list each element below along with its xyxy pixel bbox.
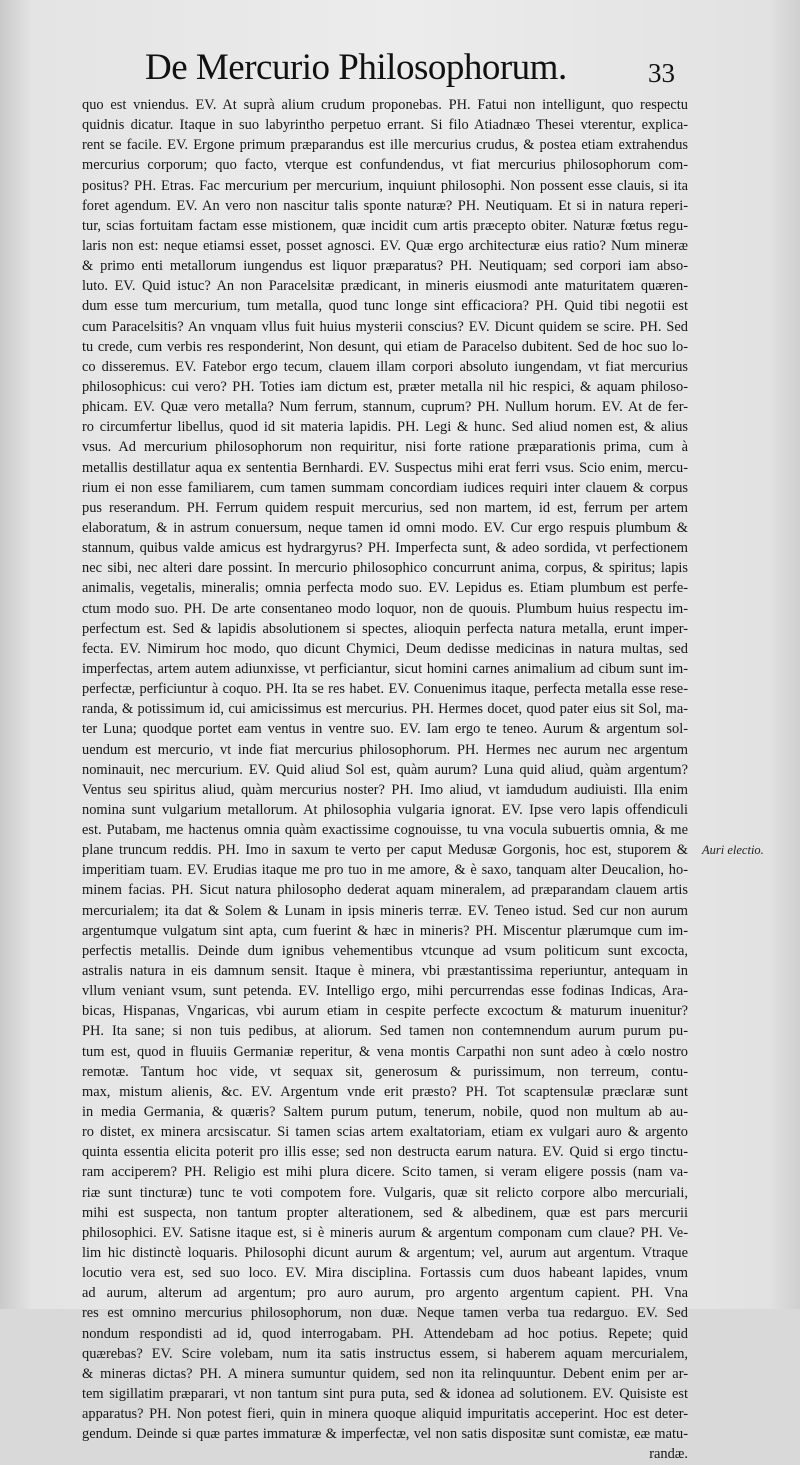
text-line: positus? PH. Etras. Fac mercurium per mercurium, inquiunt philosophi. Non possent esse clauis, si ita bbox=[82, 177, 688, 194]
running-head bbox=[0, 46, 800, 98]
text-line: & primo enti metallorum iungendus est liquor præparatus? PH. Neutiquam; sed corpori iam abso- bbox=[82, 258, 688, 275]
text-line: dum esse tum mercurium, tum metalla, quod tunc longe sint efficaciora? PH. Quid tibi negotii est bbox=[82, 298, 688, 315]
text-line: lim hic distinctè loquaris. Philosophi dicunt aurum & argentum; vel, aurum aut argentum. Vtraque bbox=[82, 1245, 688, 1262]
text-line: ctum modo suo. PH. De arte consentaneo modo loquor, non de quouis. Plumbum huius respectu im- bbox=[82, 600, 688, 617]
text-line: in media Germania, & quæris? Saltem purum putum, tenerum, nobile, quod non multum ab au- bbox=[82, 1104, 688, 1121]
text-line: tem sigillatim præparari, vt non tantum sint pura puta, sed & idonea ad solutionem. EV. Quisiste est bbox=[82, 1386, 688, 1402]
text-line: imperitiam tuam. EV. Erudias itaque me pro tuo in me amore, & è saxo, tanquam alter Deucalion, ho- bbox=[82, 862, 688, 879]
text-line: cum Paracelsitis? An vnquam vllus fuit huius mysterii conscius? EV. Dicunt quidem se scire. PH. Sed bbox=[82, 318, 688, 335]
text-line: nondum respondisti ad id, quod interrogabam. PH. Attendebam ad hoc potius. Repete; quid bbox=[82, 1325, 688, 1342]
text-line: tur, scias fortuitam factam esse mistionem, quæ incidit cum artis præcepto obiter. Naturæ fœtus regu- bbox=[82, 217, 688, 234]
text-line: mercurialem; ita dat & Solem & Lunam in ipsis mineris terræ. EV. Teneo istud. Sed cur non aurum bbox=[82, 902, 688, 919]
text-line: elaboratum, & in astrum conuersum, neque tamen id omni modo. EV. Cur ergo respuis plumbum & bbox=[82, 519, 688, 536]
text-line: fecta. EV. Nimirum hoc modo, quo dicunt Chymici, Deum dedisse medicinas in natura multas, sed bbox=[82, 640, 688, 657]
text-line: argentumque vulgatum sint apta, cum fuerint & hæc in mineris? PH. Miscentur plærumque cum im- bbox=[82, 922, 688, 939]
text-line: metallis destillatur aqua ex sententia Bernhardi. EV. Suspectus mihi erat ferri vsus. Scio enim, mercu- bbox=[82, 459, 688, 476]
text-line: perfectis metallis. Deinde dum ignibus vehementibus vtcunque ad vsum politicum sunt excocta, bbox=[82, 942, 688, 959]
text-line: locutio vera est, sed suo loco. EV. Mira disciplina. Fortassis cum duos habeant lapides, vnum bbox=[82, 1265, 688, 1282]
text-line: rium ei non esse familiarem, cum tamen summam concordiam iudices requiri inter clauem & corpus bbox=[82, 479, 688, 496]
text-line: ro distet, ex minera arcsiscatur. Si tamen scias artem exaltatoriam, etiam ex vulgari auro & argento bbox=[82, 1124, 688, 1141]
text-line: randa, & potissimum id, cui amicissimus est mercurius. PH. Hermes docet, quod pater eius sit Sol, ma- bbox=[82, 701, 688, 718]
text-line: quinta essentia elicita poterit pro illis esse; sed non destructa earum natura. EV. Quid si ergo tinctu- bbox=[82, 1144, 688, 1161]
text-line: tu crede, cum verbis res responderint, Non desunt, qui etiam de Paracelso dubitent. Sed de hoc suo lo- bbox=[82, 338, 688, 355]
text-line: Ventus seu spiritus aliud, quàm mercurius noster? PH. Imo aliud, vt iamdudum audiuisti. Illa enim bbox=[82, 781, 688, 798]
text-line: imperfectas, artem autem adiunxisse, vt perficiantur, sicut homini carnes animalium ad cibum sunt im- bbox=[82, 660, 688, 677]
page-number: 33 bbox=[648, 58, 675, 88]
text-line: stannum, quibus valde amicus est hydrargyrus? PH. Imperfecta sunt, & adeo sordida, vt perfectionem bbox=[82, 540, 688, 557]
text-line: quidnis dicatur. Itaque in suo labyrintho perpetuo errant. Si filo Atiadnæo Thesei vterentur, explica- bbox=[82, 117, 688, 134]
text-line: perfectæ, perficiuntur à coquo. PH. Ita se res habet. EV. Conuenimus itaque, perfecta metalla esse rese- bbox=[82, 681, 688, 698]
text-line: ram acciperem? PH. Religio est mihi plura dicere. Scito tamen, si veram eligere possis (nam va- bbox=[82, 1164, 688, 1181]
text-line: & mineras dictas? PH. A minera sumuntur quidem, sed non ita relinquuntur. Debent enim per ar- bbox=[82, 1365, 688, 1382]
text-line: randæ. bbox=[649, 1446, 688, 1463]
body-text bbox=[82, 95, 688, 1465]
text-line: philosophici. EV. Satisne itaque est, si è mineris aurum & argentum componam cum claue? PH. Ve- bbox=[82, 1224, 688, 1241]
text-line: animalis, vegetalis, mineralis; omnia perfecta modo suo. EV. Lepidus es. Etiam plumbum est perfe- bbox=[82, 580, 688, 597]
text-line: mercurius corporum; quo facto, vterque est confundendus, vt fiat mercurius philosophorum com- bbox=[82, 157, 688, 174]
text-line: pus reserandum. PH. Ferrum quidem respuit mercurius, sed non martem, id est, ferrum per artem bbox=[82, 499, 688, 516]
text-line: plane truncum reddis. PH. Imo in saxum te verto per caput Medusæ Gorgonis, hoc est, stuporem & bbox=[82, 842, 688, 859]
text-line: tum est, quod in fluuiis Germaniæ reperitur, & vena montis Carpathi non sunt adeo à cœlo nostro bbox=[82, 1043, 688, 1060]
text-line: vllum veniant vsum, sunt petenda. EV. Intelligo ergo, mihi percurrendas esse fodinas Indicas, Ara- bbox=[82, 983, 688, 1000]
text-line: ro circumfertur libellus, quod id sit materia lapidis. PH. Legi & hunc. Sed aliud nomen est, & alius bbox=[82, 419, 688, 436]
marginal-note: Auri electio. bbox=[702, 843, 764, 857]
text-line: nec sibi, nec alteri dare possint. In mercurio philosophico concurrunt anima, corpus, & spiritus; lapis bbox=[82, 560, 688, 577]
text-line: foret agendum. EV. An vero non nascitur talis sponte naturæ? PH. Neutiquam. Et si in natura reperi- bbox=[82, 197, 688, 214]
text-line: minem facias. PH. Sicut natura philosopho dederat aquam mineralem, ad præparandam clauem artis bbox=[82, 882, 688, 899]
text-line: nomina sunt vulgarium metallorum. At philosophia vulgaria ignorat. EV. Ipse vero lapis offendiculi bbox=[82, 801, 688, 818]
text-line: apparatus? PH. Non potest fieri, quin in minera quoque aliquid impuritatis acceperint. Hoc est deter- bbox=[82, 1406, 688, 1423]
text-line: max, mistum alienis, &c. EV. Argentum vnde erit præsto? PH. Tot scaptensulæ præclaræ sunt bbox=[82, 1083, 688, 1100]
text-line: perfectum est. Sed & lapidis absolutionem si spectes, alioquin perfecta natura metalla, erunt imper- bbox=[82, 620, 688, 637]
text-line: co disseremus. EV. Fatebor ergo tecum, clauem illam corpori absoluto iungendam, vt fiat mercurius bbox=[82, 358, 688, 375]
text-line: PH. Ita sane; si non tuis pedibus, at aliorum. Sed tamen non contemnendum aurum purum pu- bbox=[82, 1023, 688, 1040]
text-line: remotæ. Tantum hoc vide, vt sequax sit, generosum & purissimum, non terreum, contu- bbox=[82, 1063, 688, 1080]
text-line: nominauit, nec mercurium. EV. Quid aliud Sol est, quàm aurum? Luna quid aliud, quàm argentum? bbox=[82, 761, 688, 778]
text-line: ter Luna; quodque portet eam ventus in ventre suo. EV. Iam ergo te teneo. Aurum & argentum sol- bbox=[82, 721, 688, 738]
text-line: gendum. Deinde si quæ partes immaturæ & imperfectæ, vel non satis dispositæ sunt comistæ, eæ matu- bbox=[82, 1426, 688, 1443]
text-line: mihi est suspecta, non tantum propter alterationem, sed & albedinem, quæ est pars mercurii bbox=[82, 1204, 688, 1221]
text-line: astralis natura in eis damnum sensit. Itaque è minera, vbi præstantissima reperiuntur, antequam in bbox=[82, 963, 688, 980]
text-line: laris non est: neque etiamsi esset, posset agnosci. EV. Quæ ergo architecturæ eius ratio? Num mineræ bbox=[82, 237, 688, 254]
text-line: philosophicus: cui vero? PH. Toties iam dictum est, præter metalla nil hic respici, & aquam philoso- bbox=[82, 378, 688, 395]
text-line: res est omnino mercurius philosophorum, non duæ. Neque tamen verba tua redarguo. EV. Sed bbox=[82, 1305, 688, 1322]
text-line: vsus. Ad mercurium philosophorum non requiritur, nisi forte ratione præparationis prima, cum à bbox=[82, 439, 688, 456]
text-line: rent se facile. EV. Ergone primum præparandus est ille mercurius crudus, & postea etiam extrahendus bbox=[82, 137, 688, 154]
text-line: uendum est mercurio, vt inde fiat mercurius philosophorum. PH. Hermes nec aurum nec argentum bbox=[82, 741, 688, 758]
text-line: bicas, Hispanas, Vngaricas, vbi aurum etiam in cespite perfecte excoctum & maturum inuenitur? bbox=[82, 1003, 688, 1020]
text-line: quo est vniendus. EV. At suprà alium crudum proponebas. PH. Fatui non intelligunt, quo respectu bbox=[82, 97, 688, 113]
text-line: quærebas? EV. Scire volebam, num ita satis instructus essem, si haberem aquam mercurialem, bbox=[82, 1345, 688, 1362]
page-title: De Mercurio Philosophorum. bbox=[145, 47, 567, 88]
text-line: ad aurum, alterum ad argentum; pro auro aurum, pro argento argentum capient. PH. Vna bbox=[82, 1285, 688, 1302]
text-line: riæ sunt tincturæ) tunc te voti compotem fore. Vulgaris, quæ sit relicto corpore albo mercuriali, bbox=[82, 1184, 688, 1201]
text-line: est. Putabam, me hactenus omnia quàm exactissime cognouisse, tu vna vocula subuertis omnia, & me bbox=[82, 822, 688, 839]
text-line: luto. EV. Quid istuc? An non Paracelsitæ prædicant, in mineris eiusmodi ante maturitatem quæren- bbox=[82, 278, 688, 295]
text-line: phicam. EV. Quæ vero metalla? Num ferrum, stannum, cuprum? PH. Nullum horum. EV. At de fer- bbox=[82, 399, 688, 416]
